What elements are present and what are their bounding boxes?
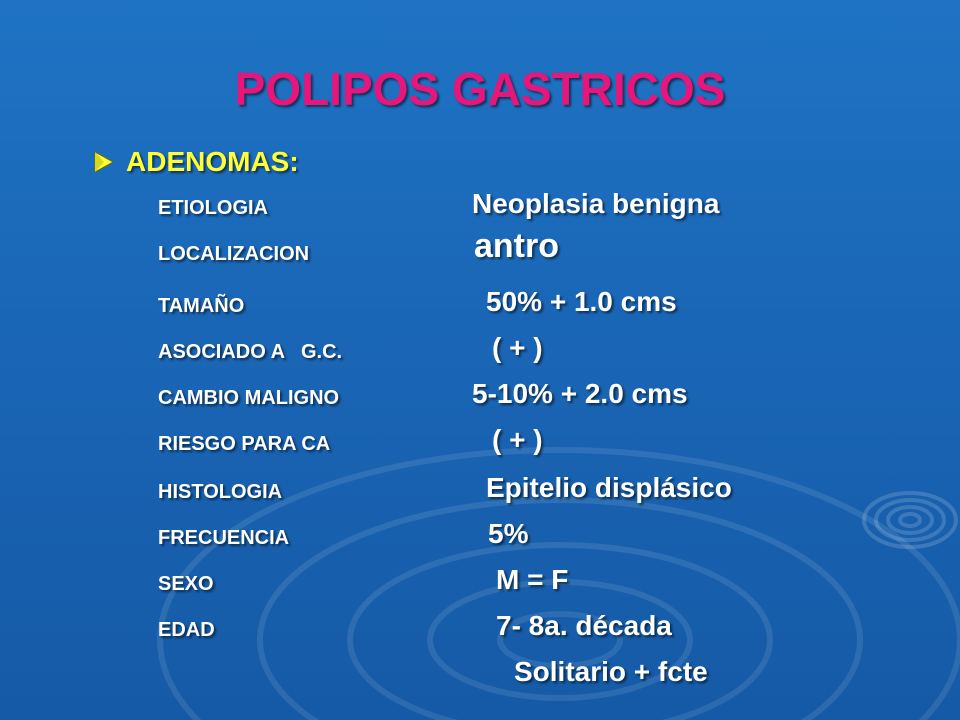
row-label: HISTOLOGIA	[158, 481, 283, 503]
row-riesgo-ca	[0, 420, 960, 460]
row-value: Neoplasia benigna	[472, 188, 720, 219]
bullet-label: ADENOMAS:	[126, 146, 299, 177]
row-label: ASOCIADO A G.C.	[158, 341, 343, 363]
row-label: CAMBIO MALIGNO	[158, 387, 340, 409]
row-tamano	[0, 282, 960, 322]
row-solitario	[0, 652, 960, 692]
slide-title: POLIPOS GASTRICOS	[234, 63, 726, 115]
row-value: 50% + 1.0 cms	[486, 286, 677, 317]
row-cambio-maligno	[0, 374, 960, 414]
row-value: 7- 8a. década	[496, 610, 672, 641]
row-label: EDAD	[158, 619, 215, 641]
row-value: M = F	[496, 564, 569, 595]
row-value: ( + )	[492, 332, 543, 363]
row-value: Epitelio displásico	[486, 472, 732, 503]
row-label: TAMAÑO	[158, 295, 245, 317]
row-sexo	[0, 560, 960, 600]
row-value: 5-10% + 2.0 cms	[472, 378, 688, 409]
row-label: ETIOLOGIA	[158, 197, 268, 219]
row-localizacion	[0, 227, 960, 270]
row-label: SEXO	[158, 573, 214, 595]
row-label: FRECUENCIA	[158, 527, 290, 549]
row-frecuencia	[0, 514, 960, 554]
row-edad	[0, 606, 960, 646]
arrow-bullet-icon	[92, 150, 116, 174]
row-label: LOCALIZACION	[158, 243, 310, 265]
row-value: ( + )	[492, 424, 543, 455]
row-asociado-gc	[0, 328, 960, 368]
row-histologia	[0, 468, 960, 508]
row-value: 5%	[488, 518, 529, 549]
row-label: RIESGO PARA CA	[158, 433, 331, 455]
row-value: Solitario + fcte	[514, 656, 708, 687]
row-etiologia	[0, 184, 960, 224]
row-value: antro	[474, 227, 559, 265]
bullet-adenomas	[92, 146, 299, 178]
